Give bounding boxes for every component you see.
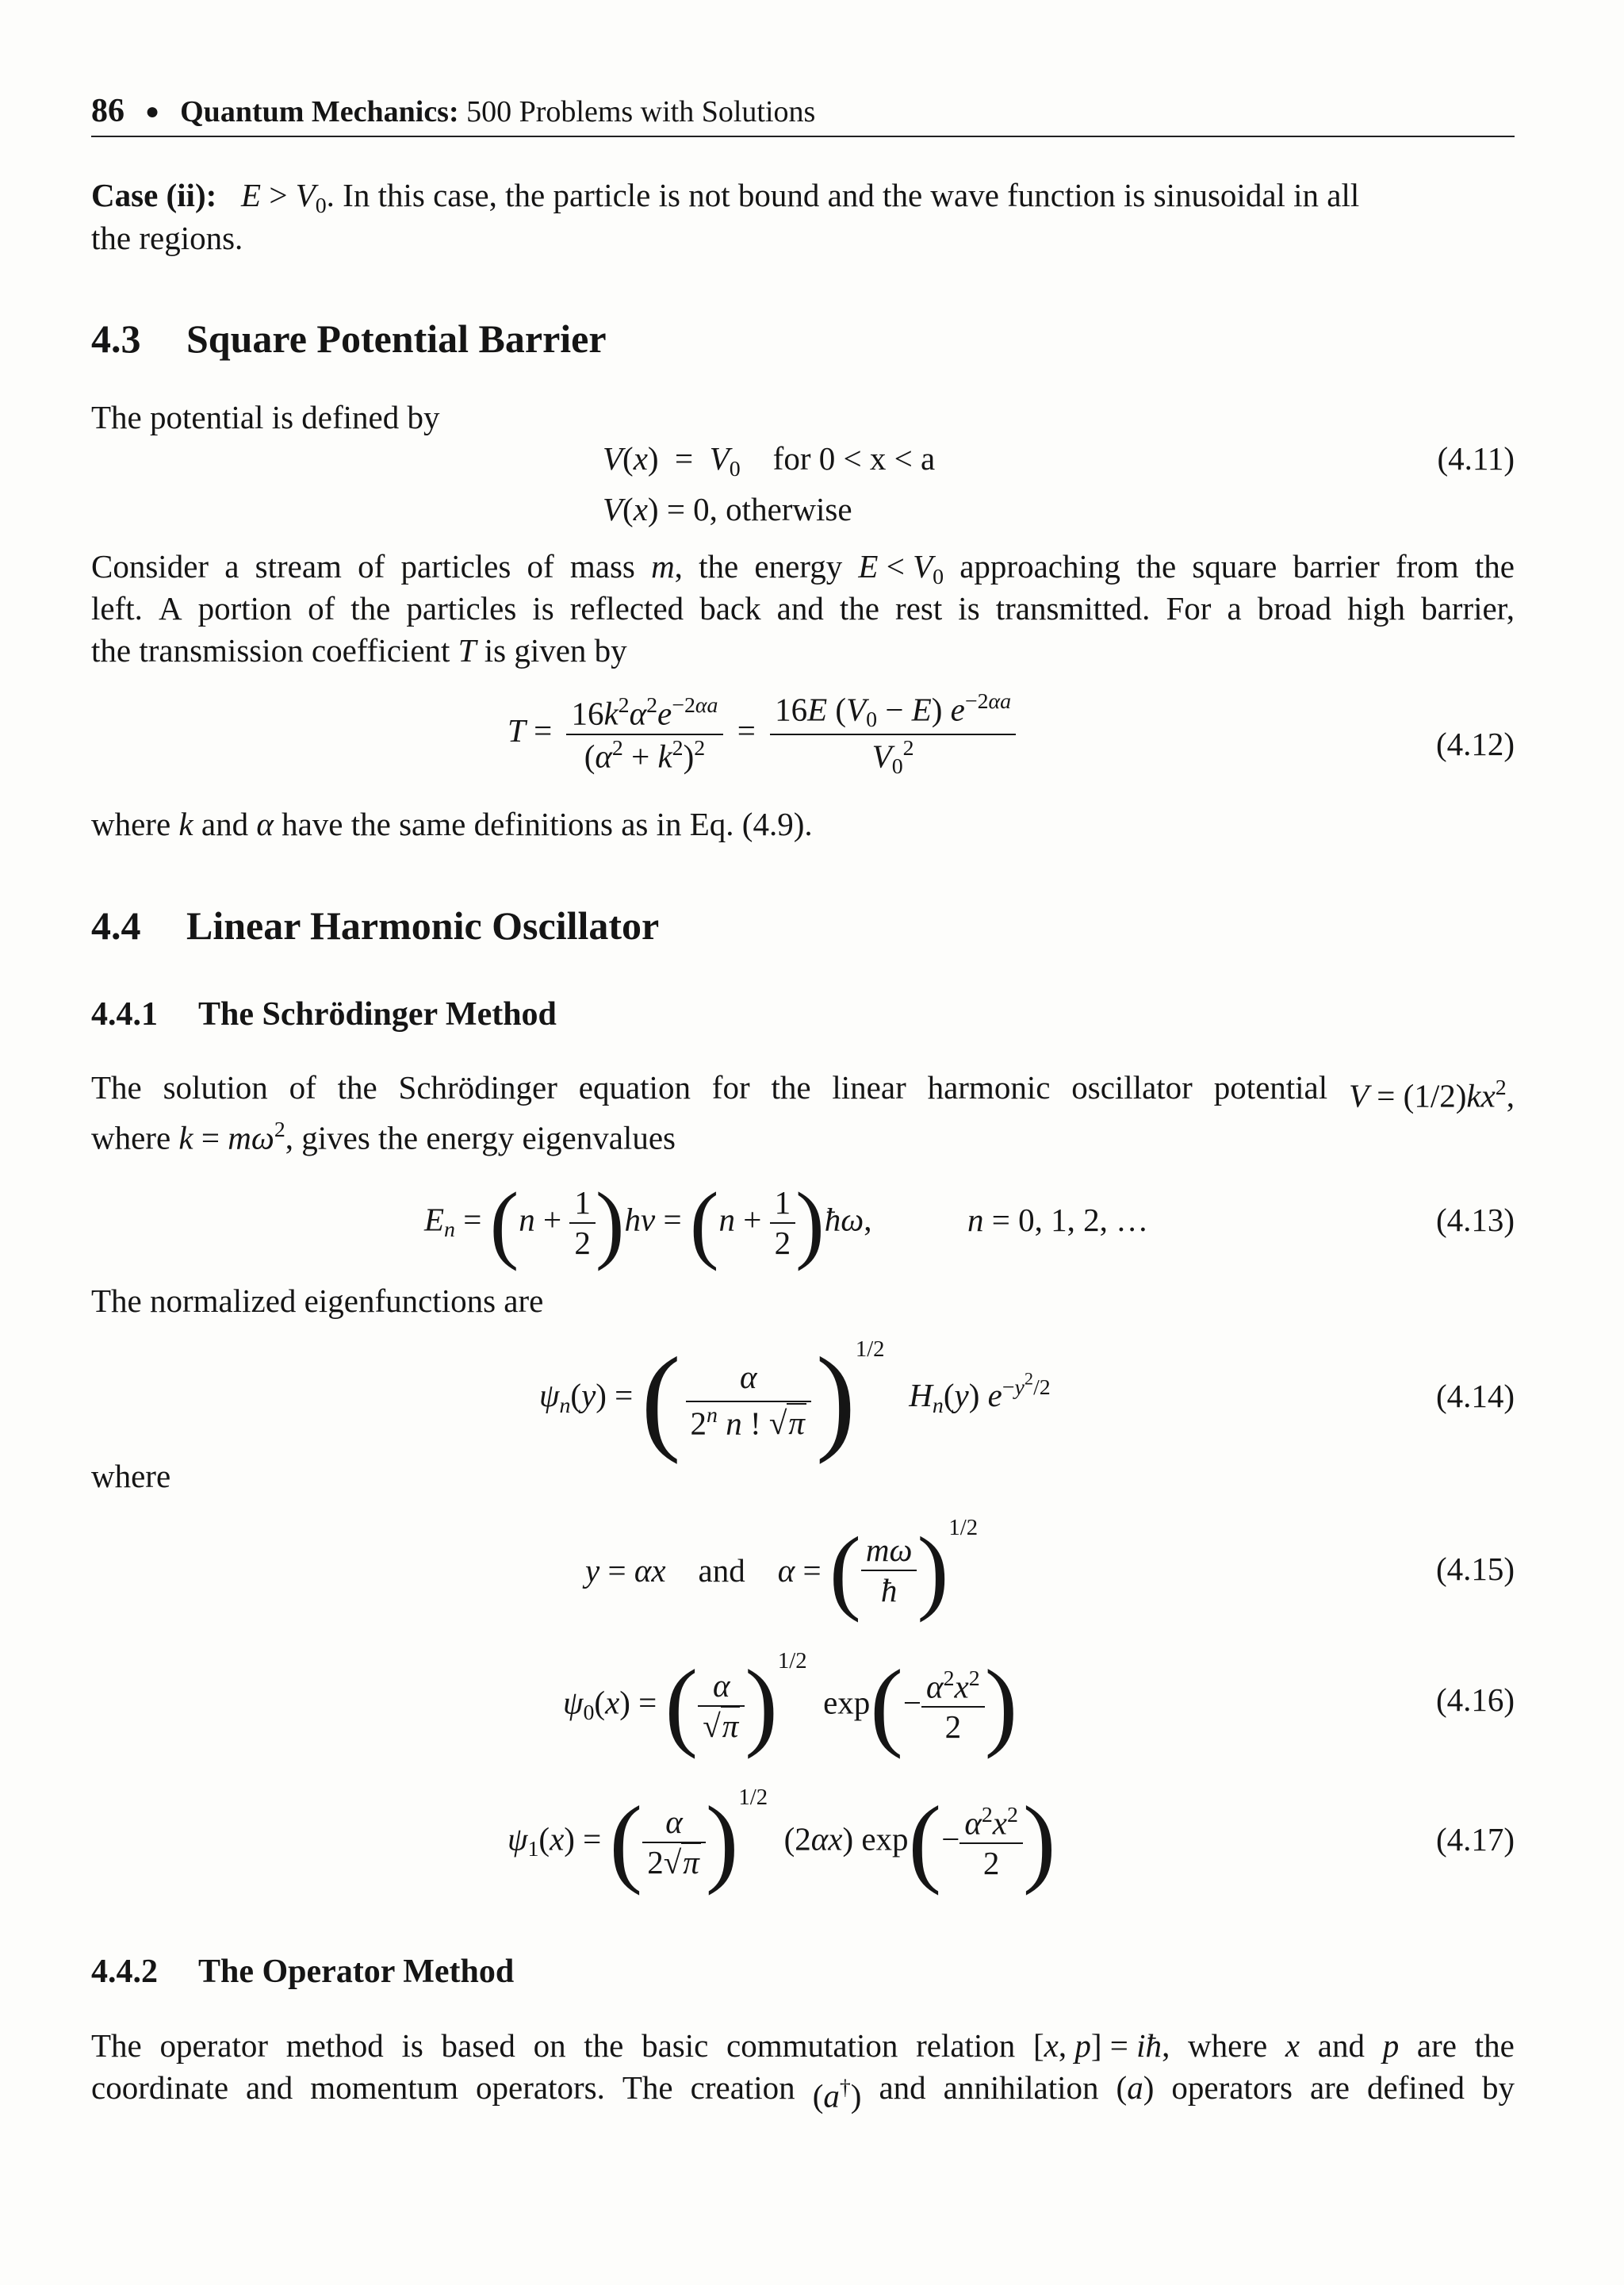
section-number: 4.4 — [91, 903, 141, 948]
barrier-para-line1: Consider a stream of particles of mass m, the energy $E < V_0$ approaching the square barrier from the — [91, 548, 1515, 589]
section-heading-4-3 — [91, 316, 607, 362]
equation-number-4-14: (4.14) — [1435, 1378, 1515, 1414]
equation-4-11-line2: V(x) = 0, otherwise — [603, 491, 852, 527]
section-heading-4-4 — [91, 903, 659, 949]
case-ii-label: Case (ii): — [91, 177, 217, 213]
equation-number-4-11: (4.11) — [1437, 440, 1515, 477]
equation-number-4-16: (4.16) — [1435, 1681, 1515, 1718]
eq-4-15-and: and — [698, 1552, 745, 1589]
equation-4-15: y = αx and α = ( $\frac{m\omega}{ħ}$ )$^{1/2}$ — [585, 1515, 979, 1624]
equation-number-4-12: (4.12) — [1435, 726, 1515, 762]
running-header — [91, 91, 1515, 137]
equation-number-4-17: (4.17) — [1435, 1821, 1515, 1858]
schrodinger-para-line1: The solution of the Schrödinger equation for the linear harmonic oscillator potential $V = (1/2)kx^2$, — [91, 1069, 1515, 1114]
operator-para-line2: coordinate and momentum operators. The creation (a†) and annihilation (a) operators are defined by — [91, 2069, 1515, 2114]
equation-4-14: $\psi_n(y)$ = ( $\frac{\alpha}{2^n n ! √\pi}$ )$^{1/2}$ $H_n(y)$ $e^{-y^2/2}$ — [539, 1332, 1051, 1465]
case-ii-text: . In this case, the particle is not bound and the wave function is sinusoidal in all — [326, 177, 1360, 213]
operator-para-line1: The operator method is based on the basic commutation relation [x, p] = iħ, where x and p are the — [91, 2027, 1515, 2064]
equation-4-16: $\psi_0(x)$ = ( $\frac{\alpha}{√\pi}$ )$^{1/2}$ exp(− $\frac{\alpha^2x^2}{2}$ ) — [563, 1648, 1018, 1761]
normalized-eigenfunctions-text: The normalized eigenfunctions are — [91, 1282, 544, 1319]
case-ii-line2: the regions. — [91, 220, 243, 256]
section-title: Linear Harmonic Oscillator — [186, 903, 660, 948]
subsection-title: The Schrödinger Method — [198, 996, 557, 1033]
after-eq-4-12: where k and α have the same definitions as in Eq. (4.9). — [91, 806, 813, 842]
subsection-heading-4-4-1 — [91, 995, 557, 1033]
equation-4-17: $\psi_1(x)$ = ( $\frac{\alpha}{2√\pi}$ )$^{1/2}$ (2αx) exp(− $\frac{\alpha^2x^2}{2}$ ) — [508, 1785, 1056, 1897]
book-title-bold: Quantum Mechanics: — [180, 95, 459, 128]
equation-number-4-13: (4.13) — [1435, 1202, 1515, 1238]
subsection-title: The Operator Method — [198, 1953, 515, 1990]
schrodinger-para-line2: where $k = m\omega^2$, gives the energy eigenvalues — [91, 1118, 676, 1156]
subsection-number: 4.4.1 — [91, 996, 158, 1033]
equation-number-4-15: (4.15) — [1435, 1551, 1515, 1587]
equation-4-11-line1: $V(x) = V_0$ for 0 < x < a — [603, 440, 936, 481]
potential-intro: The potential is defined by — [91, 399, 440, 435]
eq-4-13-range: n = 0, 1, 2, … — [967, 1202, 1149, 1238]
eq-4-11-otherwise: = 0, otherwise — [666, 491, 852, 527]
equation-4-13: $E_n = (n$ + $\frac{1}{2}$ )hν = (n + $\frac{1}{2}$ )ħω, — [424, 1175, 872, 1271]
equation-4-12: T = $\frac{16k^2\alpha^2e^{-2\alpha a}}{(\alpha^2 + k^2)^2}$ = $\frac{16E (V_0 - E) e^{-2\alpha a}}{V_0^2}$ — [508, 688, 1016, 780]
bullet-icon: ● — [145, 98, 160, 125]
section-title: Square Potential Barrier — [186, 316, 607, 361]
subsection-heading-4-4-2 — [91, 1953, 514, 1991]
book-title-rest: 500 Problems with Solutions — [458, 95, 816, 128]
case-ii-line1: Case (ii): $E > V_0$. In this case, the particle is not bound and the wave function is sinusoidal in all — [91, 177, 1360, 218]
section-number: 4.3 — [91, 316, 141, 361]
page-number: 86 — [91, 93, 124, 129]
where-text: where — [91, 1458, 171, 1494]
subsection-number: 4.4.2 — [91, 1953, 158, 1990]
barrier-para-line2: left. A portion of the particles is reflected back and the rest is transmitted. For a broad high barrier, — [91, 590, 1515, 627]
barrier-para-line3: the transmission coefficient T is given by — [91, 632, 627, 669]
eq-4-11-condition: for 0 < x < a — [772, 440, 936, 477]
